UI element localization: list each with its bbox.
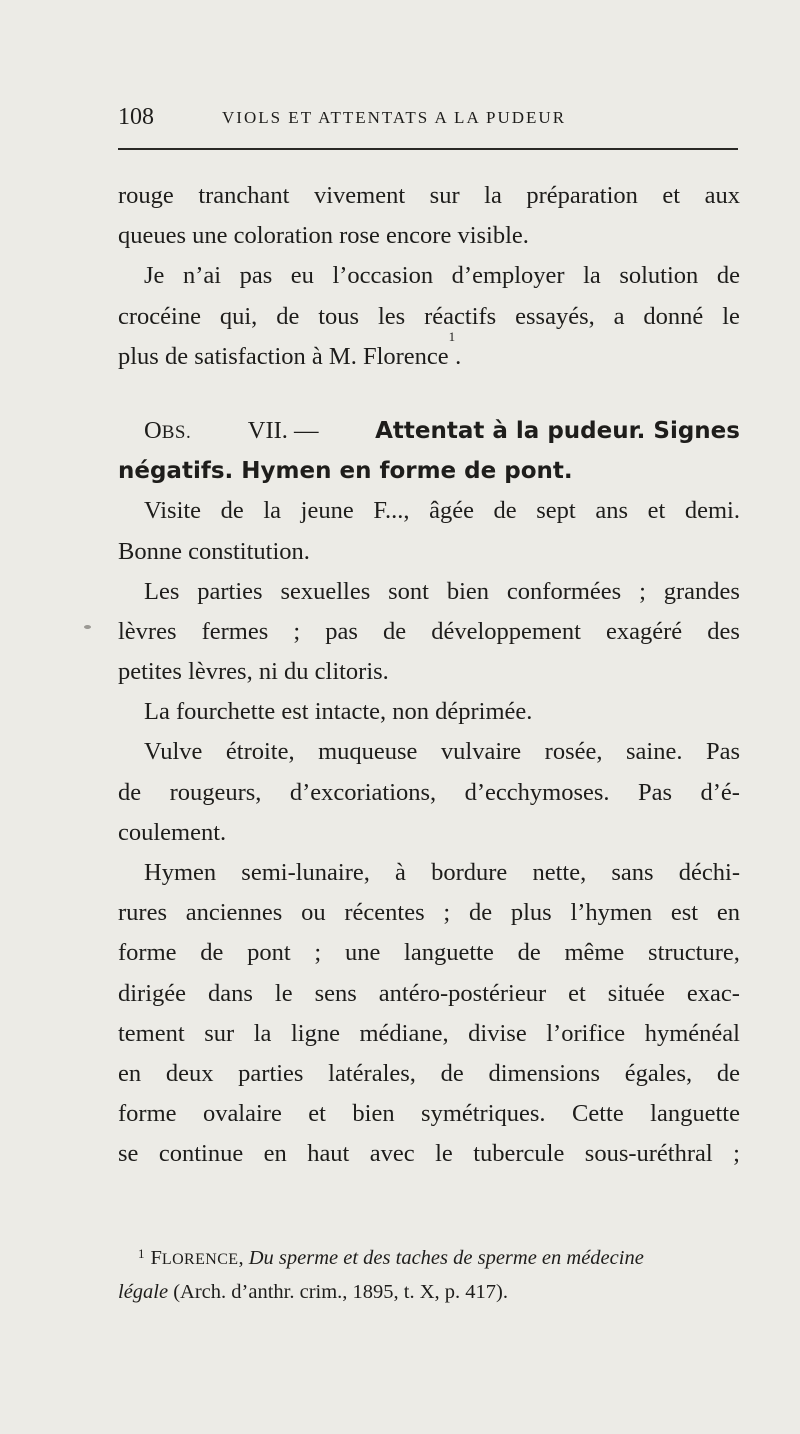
word: sans (611, 859, 654, 886)
word: bien (446, 577, 490, 605)
page-header (118, 104, 738, 138)
word: F..., (373, 497, 410, 525)
word: saine. (625, 738, 683, 766)
text-line (118, 256, 740, 296)
footnote-source: (Arch. d’anthr. crim., 1895, t. X, p. 417). (173, 1281, 508, 1303)
text-line (118, 893, 740, 933)
word: le (722, 302, 740, 330)
word: tous (318, 302, 360, 330)
word: le (435, 1140, 453, 1168)
word: rosée, (544, 738, 603, 766)
word: Visite (144, 497, 202, 525)
word: forme (118, 1100, 177, 1128)
word: divise (468, 1019, 527, 1047)
word: grandes (663, 577, 740, 605)
word: tement (118, 1019, 185, 1047)
word: sont (388, 577, 429, 605)
word: haut (307, 1140, 350, 1168)
word: symétriques. (421, 1100, 546, 1128)
word: Je (144, 262, 165, 290)
word: solution (619, 262, 699, 290)
page-number: 108 (118, 104, 154, 130)
word: crocéine (118, 302, 201, 330)
text-line (118, 297, 740, 337)
word: rouge (118, 182, 174, 209)
word: de (468, 899, 493, 927)
word: hyménéal (644, 1019, 740, 1047)
word: tubercule (473, 1140, 565, 1168)
text-line (118, 853, 740, 893)
word: parties (197, 577, 263, 605)
text-line (118, 933, 740, 973)
word: deux (165, 1059, 214, 1087)
text-line (118, 1054, 740, 1094)
word: vivement (313, 182, 406, 209)
word: et (568, 979, 586, 1007)
word: tranchant (198, 182, 290, 209)
word: d’employer (451, 262, 565, 290)
text-line (118, 1134, 740, 1174)
observation-label: OBS. (144, 416, 192, 444)
word: le (274, 979, 293, 1007)
text-line: coulement. (118, 818, 227, 846)
text-line (118, 572, 740, 612)
word: de (517, 939, 541, 967)
word: sens (314, 979, 357, 1007)
word: de (716, 1059, 740, 1087)
word: sous-uréthral (584, 1140, 713, 1168)
word: pas (325, 617, 358, 645)
word: ; (314, 939, 322, 967)
text-line (118, 328, 740, 377)
word: en (118, 1059, 142, 1087)
word: muqueuse (318, 738, 418, 766)
paragraph-text: . (455, 342, 462, 370)
word: eu (290, 262, 314, 290)
word: de (220, 497, 244, 525)
text-line (118, 491, 740, 531)
text-line (118, 732, 740, 772)
word: donné (643, 302, 704, 330)
paragraph-text: plus de satisfaction à M. Florence (118, 342, 449, 370)
word: fermes (201, 617, 269, 645)
word: dimensions (488, 1059, 601, 1087)
word: pas (239, 262, 273, 290)
word: même (564, 939, 625, 967)
word: ; (639, 577, 646, 605)
word: se (118, 1140, 139, 1168)
word: vulvaire (440, 738, 522, 766)
word: la (263, 497, 282, 525)
word: sur (204, 1019, 235, 1047)
word: ou (301, 899, 326, 927)
text-line (118, 974, 740, 1014)
word: ligne (290, 1019, 340, 1047)
word: l’hymen (570, 899, 653, 927)
footnote-line (118, 1276, 740, 1309)
paper-speck (84, 625, 91, 629)
word: bordure (431, 859, 508, 886)
word: à (395, 859, 406, 886)
word: conformées (506, 577, 622, 605)
word: de (200, 939, 224, 967)
word: égales, (624, 1059, 693, 1087)
word: ; (293, 617, 301, 645)
word: sept (536, 497, 576, 525)
text-line (118, 216, 740, 256)
footnote-line (118, 1237, 740, 1276)
word: étroite, (225, 738, 295, 766)
word: la (583, 262, 601, 290)
word: une (344, 939, 381, 967)
word: de (440, 1059, 464, 1087)
word: rures (118, 899, 167, 927)
word: avec (369, 1140, 415, 1168)
word: en (263, 1140, 287, 1168)
word: semi-lunaire, (241, 859, 370, 886)
word: exagéré (606, 617, 683, 645)
text-line (118, 612, 740, 652)
text-line (118, 1014, 740, 1054)
observation-heading (118, 451, 740, 491)
word: exac- (686, 979, 740, 1007)
word: dirigée (118, 979, 187, 1007)
paragraph-text: queues une coloration rose encore visible. (118, 222, 529, 250)
word: est (670, 899, 699, 927)
word: nette, (532, 859, 587, 886)
word: et (647, 497, 666, 525)
word: pont (247, 939, 291, 967)
word: d’ecchymoses. (464, 778, 610, 806)
word: des (707, 617, 740, 645)
word: la (253, 1019, 272, 1047)
text-line (118, 1094, 740, 1134)
word: lèvres (118, 617, 177, 645)
word: Pas (638, 778, 673, 806)
word: et (308, 1100, 326, 1128)
word: plus (510, 899, 552, 927)
word: sur (429, 182, 460, 209)
word: Les (144, 577, 180, 605)
word: dans (208, 979, 253, 1007)
footnote-reference: 1 (448, 328, 456, 344)
word: latérales, (328, 1059, 416, 1087)
word: développement (431, 617, 581, 645)
text-line: Bonne constitution. (118, 537, 310, 565)
running-head: VIOLS ET ATTENTATS A LA PUDEUR (222, 108, 567, 127)
word: la (484, 182, 502, 209)
word: d’excoriations, (289, 778, 437, 806)
word: continue (158, 1140, 244, 1168)
word: languette (650, 1100, 740, 1128)
word: bien (352, 1100, 395, 1128)
body-text (118, 176, 740, 1175)
observation-heading (118, 411, 740, 451)
word: a (613, 302, 625, 330)
word: et (662, 182, 681, 209)
word: âgée (429, 497, 474, 525)
word: essayés, (515, 302, 595, 330)
word: rougeurs, (169, 778, 262, 806)
word: languette (404, 939, 494, 967)
word: anciennes (185, 899, 283, 927)
footnote-title: Du sperme et des taches de sperme en médecine (248, 1247, 644, 1269)
word: ovalaire (202, 1100, 282, 1128)
word: l’occasion (332, 262, 434, 290)
word: de (118, 778, 142, 806)
word: ans (595, 497, 628, 525)
text-line (118, 773, 740, 813)
word: structure, (648, 939, 740, 967)
word: antéro-postérieur (378, 979, 547, 1007)
word: préparation (526, 182, 638, 209)
footnote-title: légale (118, 1281, 169, 1303)
observation-title: Attentat à la pudeur. Signes (375, 417, 740, 444)
word: de (276, 302, 300, 330)
word: réactifs (424, 302, 497, 330)
word: de (716, 262, 740, 290)
word: de (493, 497, 517, 525)
footnote (118, 1237, 740, 1309)
word: Cette (572, 1100, 624, 1128)
word: les (378, 302, 406, 330)
word: en (716, 899, 740, 927)
word: aux (704, 182, 740, 209)
word: n’ai (182, 262, 222, 290)
observation-title: négatifs. Hymen en forme de pont. (118, 458, 573, 485)
word: parties (238, 1059, 304, 1087)
text-line: La fourchette est intacte, non déprimée. (144, 698, 533, 726)
word: de (383, 617, 407, 645)
word: sexuelles (280, 577, 371, 605)
observation-number: VII. — (247, 416, 319, 444)
word: située (607, 979, 665, 1007)
word: l’orifice (546, 1019, 626, 1047)
word: forme (118, 939, 177, 967)
text-line (118, 176, 740, 216)
text-line: petites lèvres, ni du clitoris. (118, 658, 389, 686)
footnote-mark: 1 (138, 1246, 145, 1261)
word: Vulve (144, 738, 203, 766)
word: demi. (684, 497, 740, 525)
word: jeune (300, 497, 354, 525)
word: Pas (705, 738, 740, 766)
word: ; (443, 899, 451, 927)
word: récentes (344, 899, 425, 927)
word: médiane, (359, 1019, 449, 1047)
word: qui, (219, 302, 258, 330)
footnote-author: FLORENCE, (150, 1247, 244, 1269)
word: Hymen (144, 859, 217, 886)
word: déchi- (678, 859, 740, 886)
word: ; (733, 1140, 740, 1168)
header-rule (118, 148, 738, 150)
word: d’é- (700, 778, 740, 806)
